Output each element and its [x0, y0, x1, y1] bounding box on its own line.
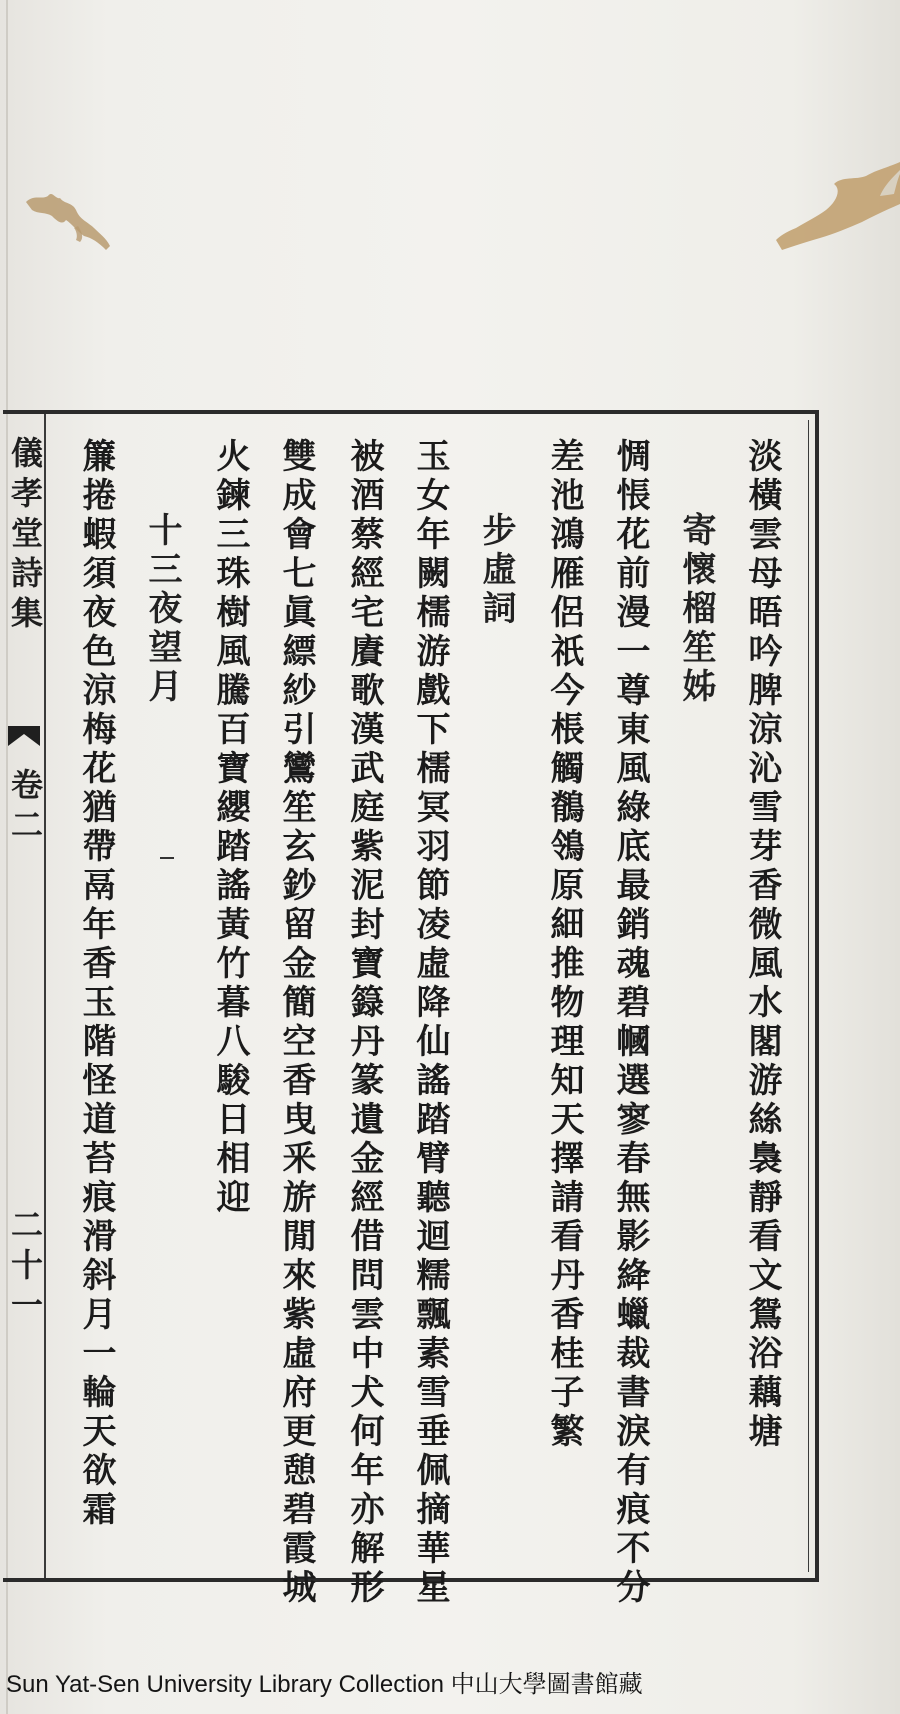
poem-line-col8: 雙成會七眞縹紗引鸞笙玄鈔留金簡空香曳釆旂閒來紫虛府更憩碧霞城	[276, 438, 316, 1608]
poem-title-bu-xu-ci: 步虛詞	[476, 512, 516, 629]
library-collection-credit: Sun Yat-Sen University Library Collection 中山大學圖書館藏	[6, 1671, 643, 1698]
poem-line-col11: 簾捲蝦須夜色涼梅花猶帶鬲年香玉階怪道苔痕滑斜月一輪天欲霜	[76, 438, 116, 1530]
poem-title-shi-san-ye: 十三夜望月	[142, 512, 182, 707]
paper-damage-left	[22, 180, 112, 260]
paper-damage-right	[776, 158, 900, 254]
fishtail-mark	[6, 724, 42, 748]
poem-line-col6: 玉女年闕檽游戲下檽冥羽節凌虛降仙謠踏臂聽迴糯飄素雪垂佩摘華星	[410, 438, 450, 1608]
punctuation-mark	[160, 857, 174, 859]
poem-line-col3: 惆悵花前漫一尊東風綠底最銷魂碧幗選寥春無影絳蠟裁書淚有痕不分	[610, 438, 650, 1608]
poem-line-col1: 淡橫雲母晤吟脾涼沁雪芽香微風水閣游絲裊靜看文鴛浴藕塘	[742, 438, 782, 1452]
poem-line-col9: 火鍊三珠樹風騰百寶纓踏謠黃竹暮八駿日相迎	[210, 438, 250, 1218]
poem-line-col7: 被酒蔡經宅賡歌漢武庭紫泥封寶籙丹篆遺金經借問雲中犬何年亦解形	[344, 438, 384, 1608]
book-title: 儀孝堂詩集	[6, 436, 44, 636]
poem-title-ji-huai: 寄懷榴笙姊	[676, 512, 716, 707]
page-number: 二十一	[6, 1208, 44, 1328]
volume-label: 卷二	[6, 768, 44, 848]
poem-line-col4: 差池鴻雁侶祇今棖觸鶺鴒原細推物理知天擇請看丹香桂子繁	[544, 438, 584, 1452]
